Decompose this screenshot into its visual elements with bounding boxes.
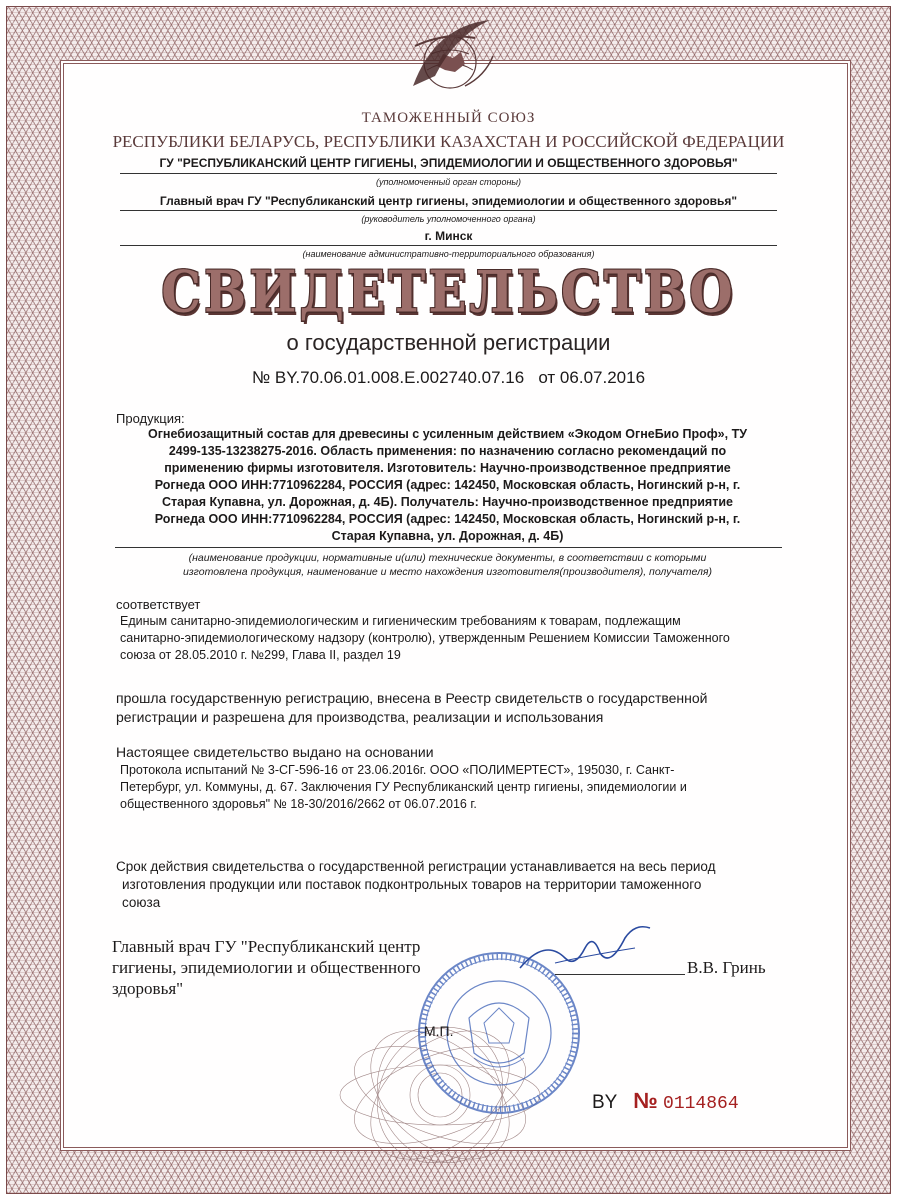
- certificate-subtitle: о государственной регистрации: [286, 330, 611, 355]
- signatory-line: гигиены, эпидемиологии и общественного: [112, 958, 421, 977]
- basis-text: [120, 762, 687, 813]
- product-caption: [100, 551, 795, 579]
- city-rule: [120, 245, 777, 246]
- organ-head: Главный врач ГУ "Республиканский центр гигиены, эпидемиологии и общественного здоровья": [159, 194, 738, 208]
- city: г. Минск: [424, 229, 473, 243]
- product-line: Рогнеда ООО ИНН:7710962284, РОССИЯ (адрес: 142450, Московская область, Ногинский р-н, г.: [154, 478, 741, 492]
- basis-line: Петербург, ул. Коммуны, д. 67. Заключения ГУ Республиканский центр гигиены, эпидемиологии и: [120, 780, 687, 794]
- basis-line: общественного здоровья" № 18-30/2016/2662 от 06.07.2016 г.: [120, 797, 477, 811]
- validity-line: союза: [122, 895, 161, 910]
- signatory-line: здоровья": [112, 979, 184, 998]
- signature-rule: [555, 974, 685, 975]
- signatory-line: Главный врач ГУ "Республиканский центр: [112, 937, 421, 956]
- organ-rule: [120, 173, 777, 174]
- head-caption: (руководитель уполномоченного органа): [361, 214, 536, 224]
- organ-caption: (уполномоченный орган стороны): [375, 177, 522, 187]
- validity-text: [116, 858, 715, 912]
- signatory-title: [112, 936, 421, 999]
- product-rule: [115, 547, 782, 548]
- certificate-title: СВИДЕТЕЛЬСТВО: [161, 257, 736, 326]
- registration-line: прошла государственную регистрацию, внесена в Реестр свидетельств о государственной: [116, 690, 708, 706]
- serial-country: BY: [592, 1092, 618, 1113]
- conformity-text: [120, 613, 730, 664]
- authorized-organ: ГУ "РЕСПУБЛИКАНСКИЙ ЦЕНТР ГИГИЕНЫ, ЭПИДЕМИОЛОГИИ И ОБЩЕСТВЕННОГО ЗДОРОВЬЯ": [159, 156, 738, 170]
- serial-digits: 0114864: [663, 1094, 739, 1114]
- product-line: Старая Купавна, ул. Дорожная, д. 4Б). Получатель: Научно-производственное предприятие: [162, 495, 733, 509]
- basis-label: Настоящее свидетельство выдано на основании: [116, 744, 434, 760]
- head-rule: [120, 210, 777, 211]
- registration-text: [116, 689, 708, 727]
- product-description: [100, 426, 795, 545]
- signature-icon: [515, 918, 655, 978]
- certificate-number-line: [0, 368, 897, 388]
- certificate-date: от 06.07.2016: [538, 368, 646, 387]
- customs-union-logo-icon: [405, 16, 495, 104]
- product-label: Продукция:: [116, 411, 185, 426]
- serial-number: [592, 1088, 739, 1114]
- product-caption-line: изготовлена продукция, наименование и место нахождения изготовителя(производителя), получателя): [182, 566, 713, 578]
- product-line: применению фирмы изготовителя. Изготовитель: Научно-производственное предприятие: [164, 461, 731, 475]
- certificate-number: № BY.70.06.01.008.E.002740.07.16: [251, 368, 525, 387]
- stamp-place-label: М.П.: [424, 1023, 454, 1039]
- registration-line: регистрации и разрешена для производства, реализации и использования: [116, 709, 604, 725]
- signatory-name: В.В. Гринь: [687, 958, 766, 977]
- conformity-line: Единым санитарно-эпидемиологическим и гигиеническим требованиям к товарам, подлежащим: [120, 614, 681, 628]
- conformity-label: соответствует: [116, 597, 201, 612]
- city-caption: (наименование административно-территориального образования): [302, 249, 595, 259]
- validity-line: изготовления продукции или поставок подконтрольных товаров на территории таможенного: [122, 877, 702, 892]
- product-line: Огнебиозащитный состав для древесины с усиленным действием «Экодом ОгнеБио Проф», ТУ: [148, 427, 747, 441]
- product-line: Рогнеда ООО ИНН:7710962284, РОССИЯ (адрес: 142450, Московская область, Ногинский р-н, г.: [154, 512, 741, 526]
- customs-union-heading: ТАМОЖЕННЫЙ СОЮЗ: [361, 110, 536, 126]
- product-caption-line: (наименование продукции, нормативные и(или) технические документы, в соответствии с которыми: [188, 552, 707, 564]
- validity-line: Срок действия свидетельства о государственной регистрации устанавливается на весь период: [116, 859, 716, 874]
- republics-heading: РЕСПУБЛИКИ БЕЛАРУСЬ, РЕСПУБЛИКИ КАЗАХСТАН И РОССИЙСКОЙ ФЕДЕРАЦИИ: [112, 132, 785, 151]
- serial-no-sign: №: [633, 1088, 658, 1113]
- product-line: Старая Купавна, ул. Дорожная, д. 4Б): [331, 529, 564, 543]
- conformity-line: союза от 28.05.2010 г. №299, Глава II, раздел 19: [120, 648, 401, 662]
- basis-line: Протокола испытаний № 3-СГ-596-16 от 23.06.2016г. ООО «ПОЛИМЕРТЕСТ», 195030, г. Санкт-: [120, 763, 675, 777]
- product-line: 2499-135-13238275-2016. Область применения: по назначению согласно рекомендаций по: [168, 444, 727, 458]
- conformity-line: санитарно-эпидемиологическому надзору (контролю), утвержденным Решением Комиссии Таможенного: [120, 631, 730, 645]
